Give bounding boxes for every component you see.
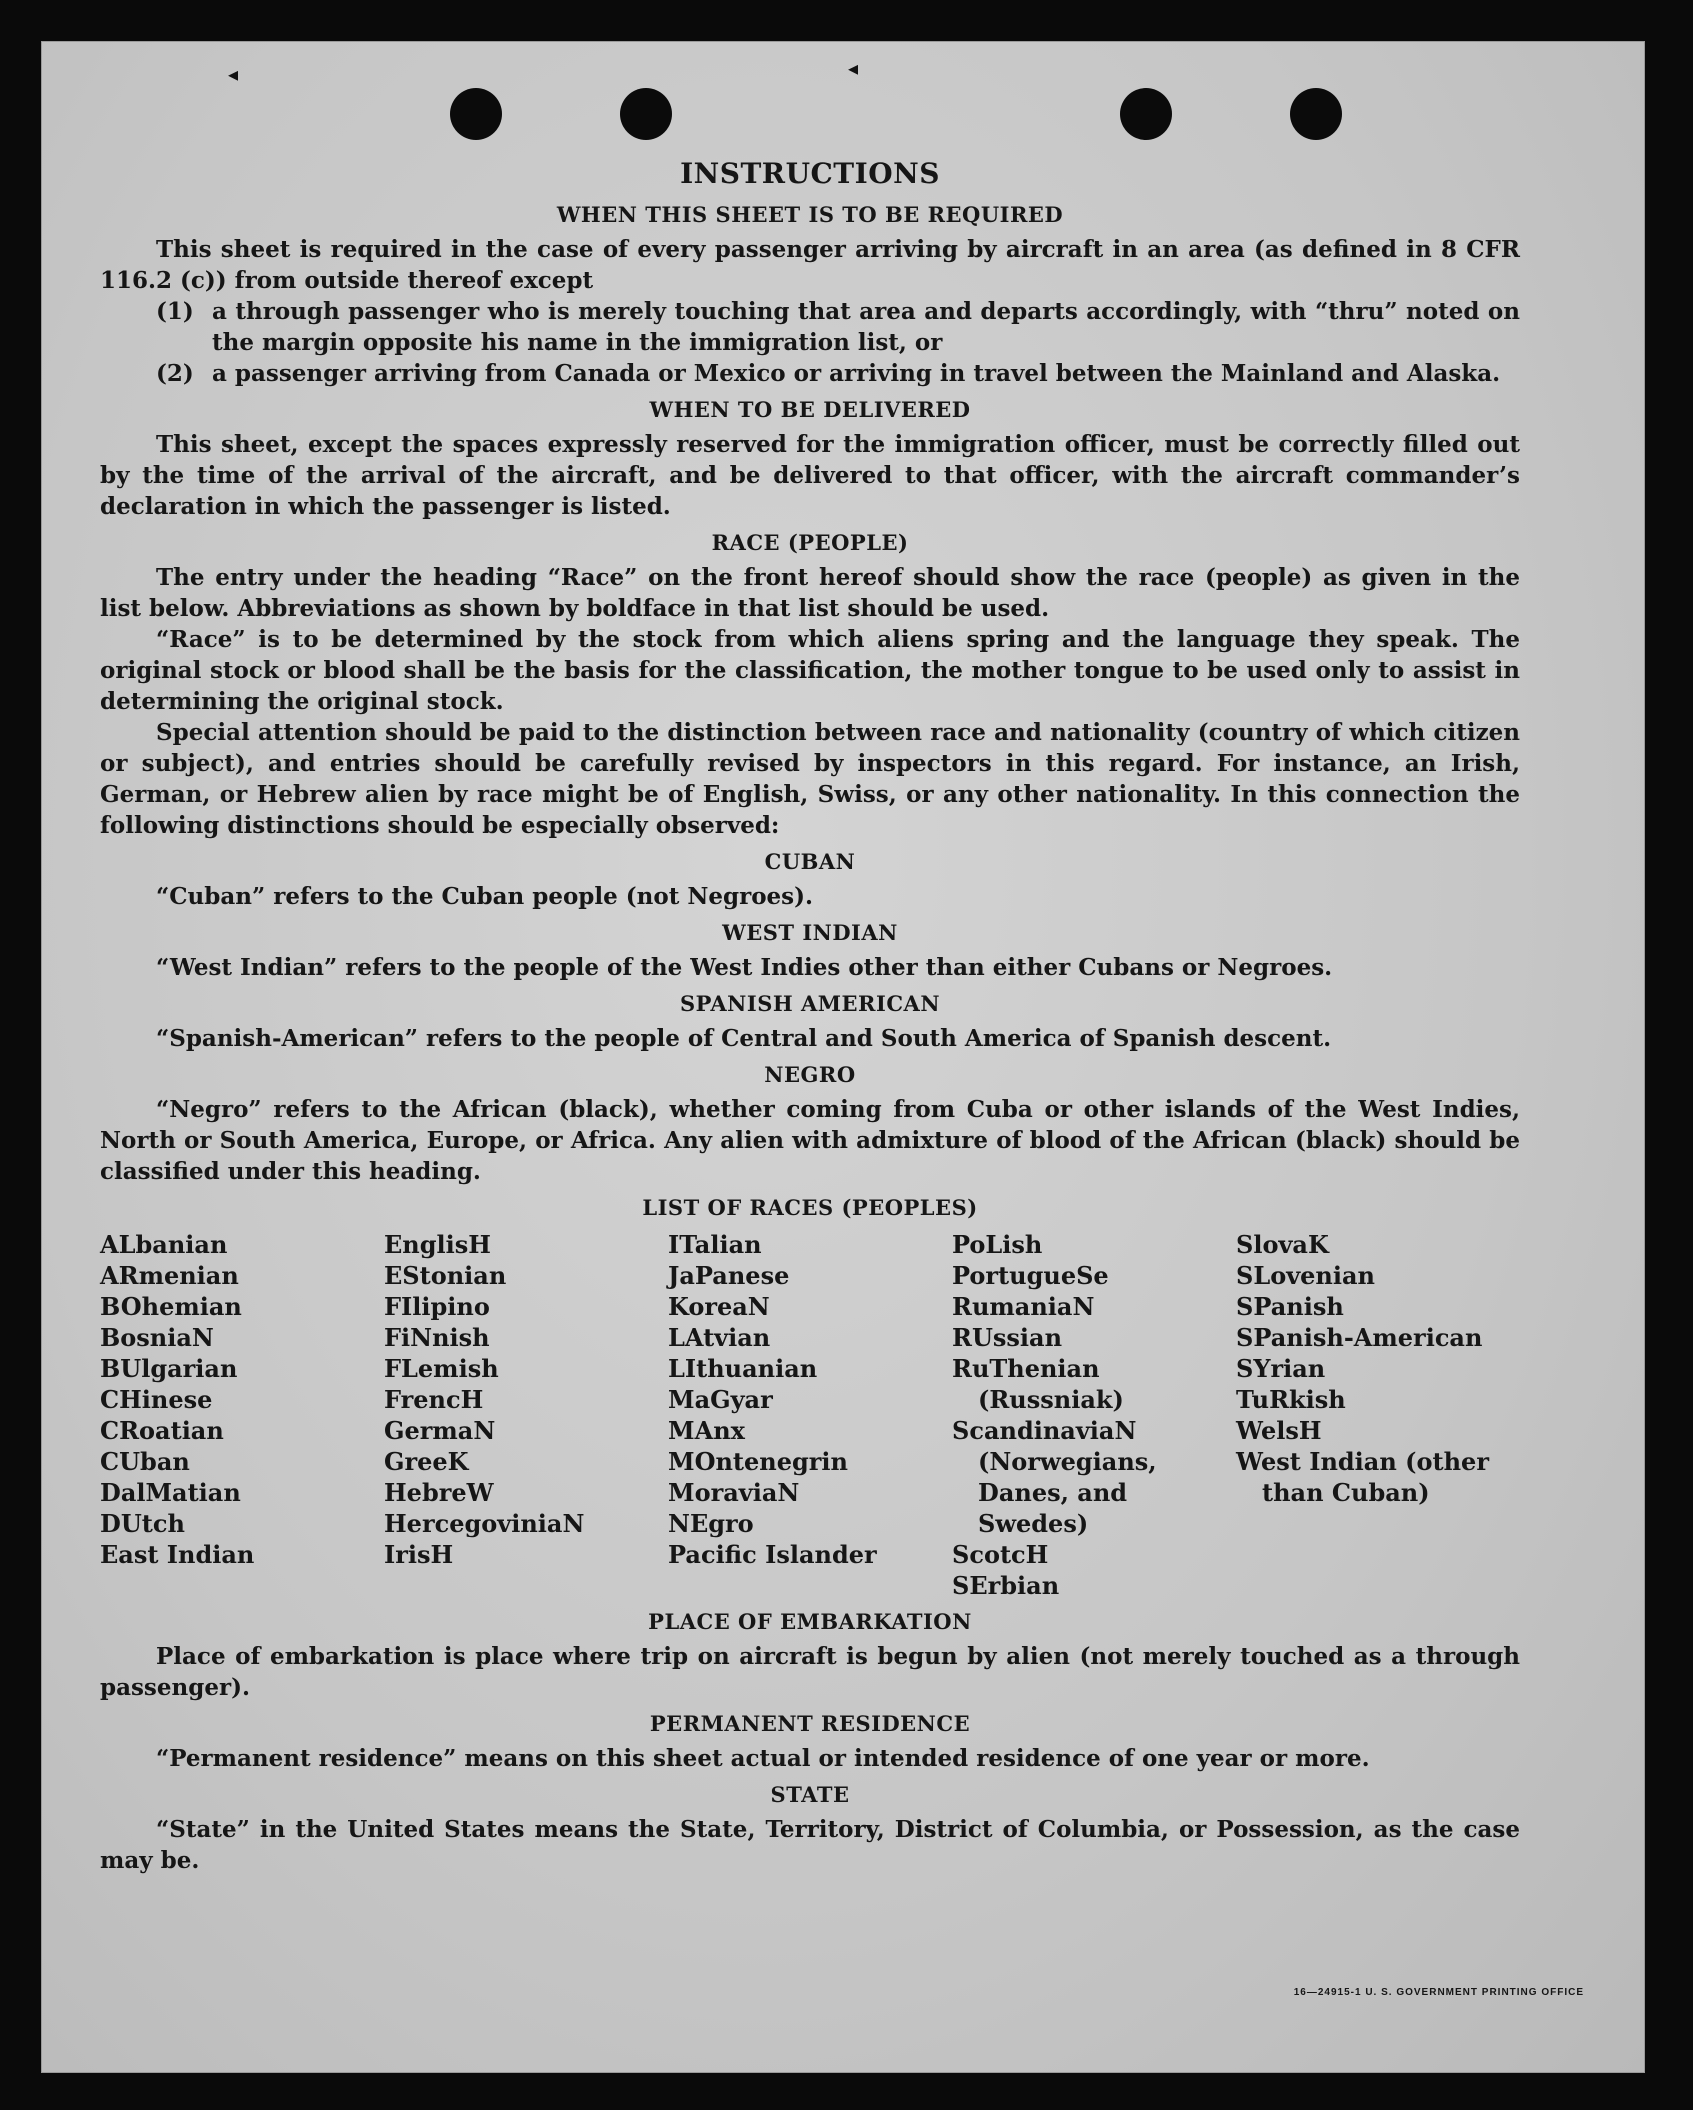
race-entry: RuThenian (Russniak) (952, 1354, 1124, 1414)
paragraph: “Permanent residence” means on this sheet actual or intended residence of one year or more. (156, 1745, 1370, 1772)
section-heading: CUBAN (764, 849, 856, 874)
races-column (952, 1229, 1236, 1601)
race-entry: MOntenegrin (668, 1447, 848, 1476)
paragraph: This sheet is required in the case of every passenger arriving by aircraft in an area (as defined in 8 CFR 116.2 (c)) from outside thereof except (100, 236, 1520, 294)
race-entry: KoreaN (668, 1292, 770, 1321)
paragraph: “Negro” refers to the African (black), whether coming from Cuba or other islands of the West Indies, North or South America, Europe, or Africa. Any alien with admixture of blood of the African (black) should be classified under this heading. (100, 1096, 1520, 1185)
section-heading: SPANISH AMERICAN (679, 991, 941, 1016)
race-entry: ScotcH (952, 1540, 1049, 1569)
section-heading: PLACE OF EMBARKATION (648, 1609, 972, 1634)
race-entry: SPanish (1236, 1292, 1344, 1321)
race-entry: ITalian (668, 1230, 762, 1259)
section-heading: PERMANENT RESIDENCE (649, 1711, 971, 1736)
paragraph: The entry under the heading “Race” on the front hereof should show the race (people) as given in the list below. Abbreviations as shown by boldface in that list should be used. (100, 564, 1520, 622)
race-entry: BOhemian (100, 1292, 242, 1321)
punch-hole (1120, 88, 1172, 140)
races-column (384, 1229, 668, 1601)
race-entry: GermaN (384, 1416, 496, 1445)
document-sheet (42, 42, 1644, 2072)
section-heading: LIST OF RACES (PEOPLES) (642, 1195, 978, 1220)
races-column (100, 1229, 384, 1601)
race-entry: FiNnish (384, 1323, 490, 1352)
race-entry: HebreW (384, 1478, 494, 1507)
race-entry: NEgro (668, 1509, 754, 1538)
speck-mark: ◂ (848, 56, 859, 80)
item-number: (1) (156, 298, 194, 325)
race-entry: RUssian (952, 1323, 1063, 1352)
race-entry: SErbian (952, 1571, 1060, 1600)
race-entry: Pacific Islander (668, 1540, 877, 1569)
paragraph: “State” in the United States means the State, Territory, District of Columbia, or Possession, as the case may be. (100, 1816, 1520, 1874)
section-heading: STATE (770, 1782, 850, 1807)
race-entry: LAtvian (668, 1323, 771, 1352)
speck-mark: ◂ (228, 62, 239, 86)
paragraph: “Spanish-American” refers to the people of Central and South America of Spanish descent. (156, 1025, 1332, 1052)
race-entry: DalMatian (100, 1478, 241, 1507)
section-heading: NEGRO (764, 1062, 856, 1087)
section-heading: WHEN THIS SHEET IS TO BE REQUIRED (556, 202, 1064, 227)
race-entry: PortugueSe (952, 1261, 1109, 1290)
race-entry: DUtch (100, 1509, 185, 1538)
race-entry: CUban (100, 1447, 190, 1476)
instructions-body (100, 154, 1520, 1876)
paragraph: “West Indian” refers to the people of the West Indies other than either Cubans or Negroes. (156, 954, 1333, 981)
paragraph: Place of embarkation is place where trip on aircraft is begun by alien (not merely touched as a through passenger). (100, 1643, 1520, 1701)
races-column (1236, 1229, 1520, 1601)
race-entry: MAnx (668, 1416, 745, 1445)
race-entry: EStonian (384, 1261, 507, 1290)
list-item (100, 358, 1520, 389)
race-entry: ScandinaviaN (Norwegians, Danes, and Swedes) (952, 1416, 1157, 1538)
race-entry: FIlipino (384, 1292, 490, 1321)
race-entry: East Indian (100, 1540, 255, 1569)
race-entry: WelsH (1236, 1416, 1322, 1445)
section-heading: WHEN TO BE DELIVERED (649, 397, 971, 422)
race-entry: BosniaN (100, 1323, 214, 1352)
race-entry: FLemish (384, 1354, 499, 1383)
item-text: a through passenger who is merely touching that area and departs accordingly, with “thru” noted on the margin opposite his name in the immigration list, or (212, 298, 1520, 356)
race-entry: MoraviaN (668, 1478, 800, 1507)
paragraph: Special attention should be paid to the distinction between race and nationality (country of which citizen or subject), and entries should be carefully revised by inspectors in this regard. For instance, an Irish, German, or Hebrew alien by race might be of English, Swiss, or any other nationality. In this connection the following distinctions should be especially observed: (100, 719, 1520, 839)
paragraph: “Race” is to be determined by the stock from which aliens spring and the language they speak. The original stock or blood shall be the basis for the classification, the mother tongue to be used only to assist in determining the original stock. (100, 626, 1520, 715)
race-entry: CHinese (100, 1385, 213, 1414)
item-number: (2) (156, 360, 194, 387)
race-entry: HercegoviniaN (384, 1509, 585, 1538)
races-list (100, 1229, 1520, 1601)
race-entry: LIthuanian (668, 1354, 818, 1383)
item-text: a passenger arriving from Canada or Mexico or arriving in travel between the Mainland and Alaska. (212, 360, 1501, 387)
punch-hole (450, 88, 502, 140)
race-entry: MaGyar (668, 1385, 773, 1414)
page-title: INSTRUCTIONS (680, 157, 940, 190)
race-entry: SPanish-American (1236, 1323, 1483, 1352)
printer-imprint: 16—24915-1 U. S. GOVERNMENT PRINTING OFFICE (1293, 1987, 1584, 1998)
race-entry: BUlgarian (100, 1354, 238, 1383)
race-entry: FrencH (384, 1385, 484, 1414)
race-entry: SYrian (1236, 1354, 1326, 1383)
race-entry: SlovaK (1236, 1230, 1329, 1259)
paragraph: This sheet, except the spaces expressly reserved for the immigration officer, must be correctly filled out by the time of the arrival of the aircraft, and be delivered to that officer, with the aircraft commander’s declaration in which the passenger is listed. (100, 431, 1520, 520)
race-entry: ALbanian (100, 1230, 228, 1259)
race-entry: JaPanese (668, 1261, 790, 1290)
race-entry: West Indian (other than Cuban) (1236, 1447, 1489, 1507)
race-entry: ARmenian (100, 1261, 239, 1290)
paragraph: “Cuban” refers to the Cuban people (not Negroes). (156, 883, 814, 910)
races-column (668, 1229, 952, 1601)
race-entry: RumaniaN (952, 1292, 1095, 1321)
race-entry: EnglisH (384, 1230, 491, 1259)
race-entry: SLovenian (1236, 1261, 1375, 1290)
race-entry: GreeK (384, 1447, 469, 1476)
punch-hole (620, 88, 672, 140)
punch-hole (1290, 88, 1342, 140)
section-heading: WEST INDIAN (722, 920, 898, 945)
race-entry: CRoatian (100, 1416, 224, 1445)
list-item (100, 296, 1520, 358)
race-entry: IrisH (384, 1540, 454, 1569)
section-heading: RACE (PEOPLE) (711, 530, 909, 555)
race-entry: TuRkish (1236, 1385, 1346, 1414)
race-entry: PoLish (952, 1230, 1043, 1259)
